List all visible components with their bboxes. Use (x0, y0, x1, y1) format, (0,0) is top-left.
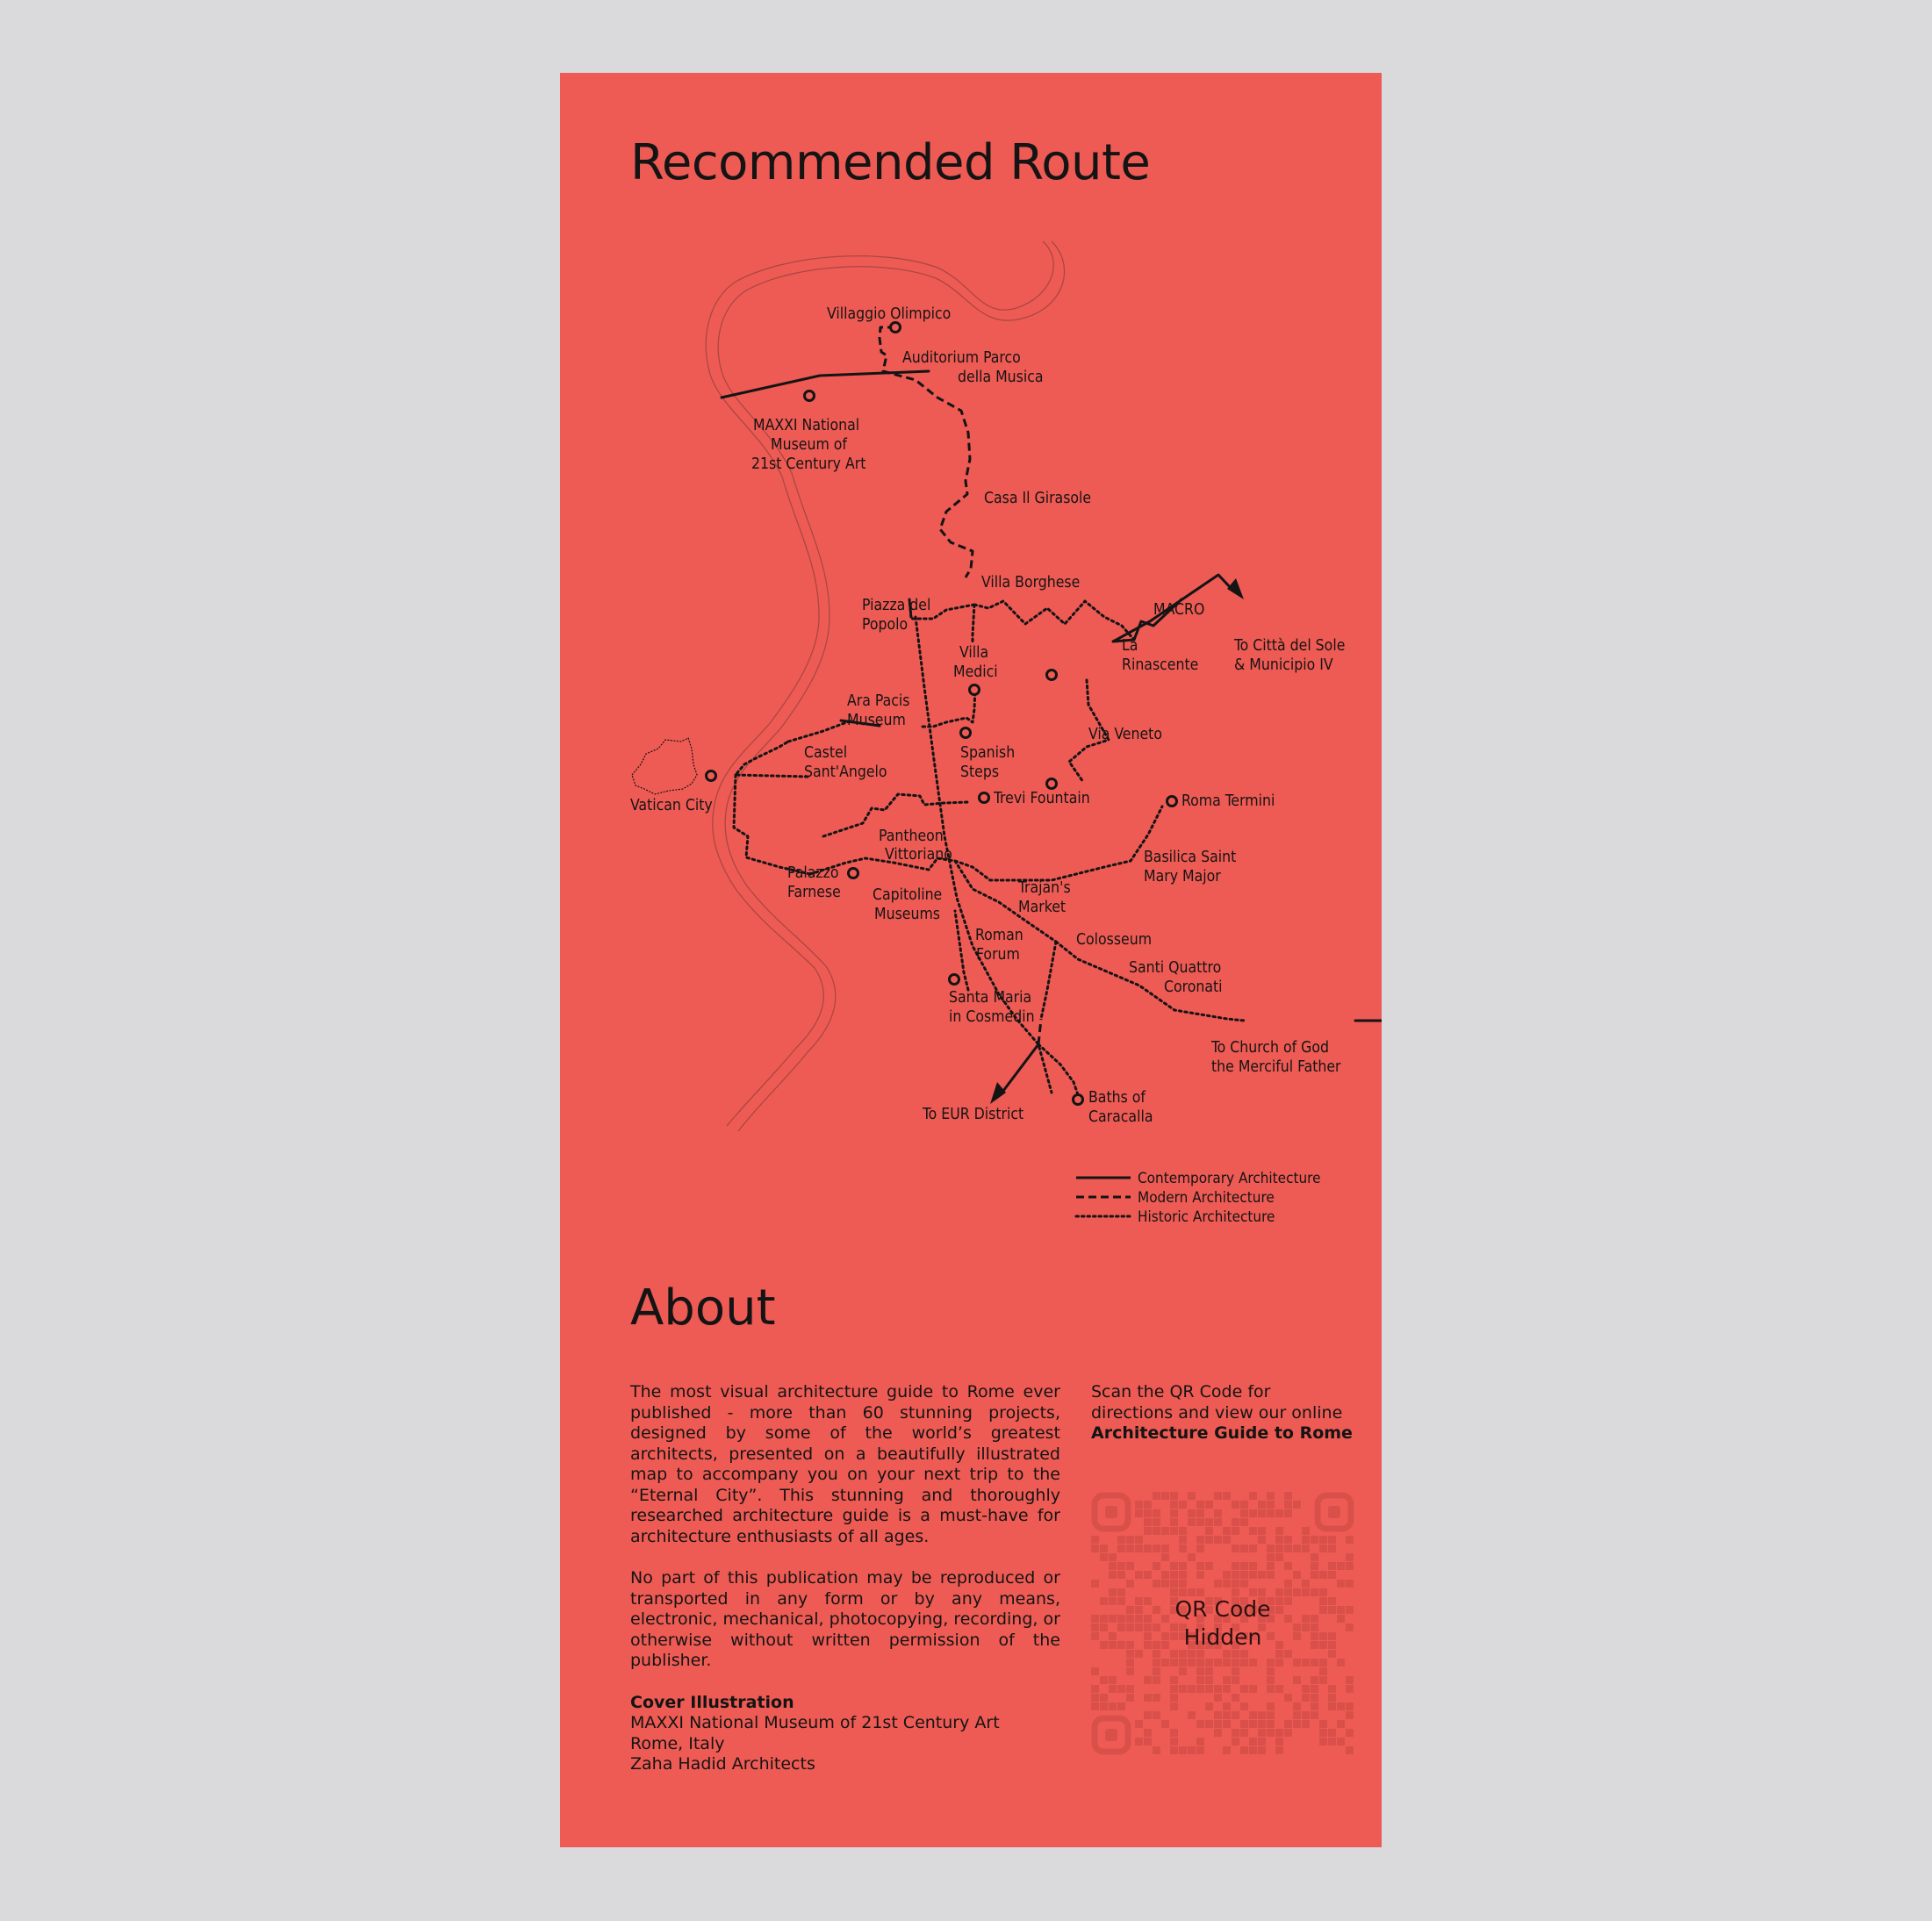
label-santa-maria-maggiore: Basilica Saint (1144, 849, 1237, 866)
label-rinascente-2: Rinascente (1122, 656, 1199, 674)
label-villaggio-olimpico: Villaggio Olimpico (827, 305, 952, 323)
qr-intro: Scan the QR Code for directions and view our online (1091, 1382, 1343, 1423)
stop-via-veneto-end (1047, 779, 1057, 789)
about-paragraph-1: The most visual architecture guide to Rome ever published - more than 60 stunning projects, designed by some of the world’s greatest architects, presented on a beautifully illustrated map to accompany you on your next trip to the “Eternal City”. This stunning and thoroughly researched architecture guide is a must-have for architecture enthusiasts of all ages. (630, 1382, 1060, 1546)
label-merciful-father: To Church of God (1211, 1039, 1329, 1057)
label-cosmedin-2: in Cosmedin (949, 1008, 1035, 1026)
label-eur: To EUR District (923, 1106, 1024, 1123)
label-capitoline: Capitoline (873, 886, 943, 904)
label-castel: Castel (804, 744, 848, 762)
label-pantheon: Pantheon (879, 828, 944, 845)
stop-termini (1167, 797, 1177, 806)
label-auditorium-2: della Musica (958, 369, 1044, 386)
stop-vatican (707, 771, 716, 781)
label-farnese-2: Farnese (787, 884, 841, 901)
legend-modern: Modern Architecture (1138, 1189, 1275, 1207)
route-title: Recommended Route (630, 134, 1151, 191)
label-villa-medici: Villa (959, 644, 989, 662)
label-piazza-popolo: Piazza del (862, 597, 931, 614)
about-text (630, 1382, 1060, 1796)
label-capitoline-2: Museums (874, 906, 940, 923)
stop-maxxi (805, 391, 815, 401)
label-citta-sole: To Città del Sole (1234, 637, 1346, 655)
stop-villaggio-olimpico (891, 323, 901, 333)
guide-link[interactable]: Architecture Guide to Rome (1091, 1423, 1353, 1443)
label-maxxi-2: Museum of (771, 436, 847, 454)
qr-instructions (1091, 1382, 1354, 1444)
label-castel-2: Sant'Angelo (804, 763, 887, 781)
label-vittoriano: Vittoriano (885, 846, 952, 864)
stop-cosmedin (950, 975, 959, 985)
label-rinascente: La (1122, 637, 1138, 655)
label-santi-quattro-2: Coronati (1164, 978, 1223, 996)
qr-code[interactable] (1091, 1492, 1354, 1755)
label-spanish-steps: Spanish (960, 744, 1016, 762)
about-paragraph-2: No part of this publication may be reproduced or transported in any form or by any means, electronic, mechanical, photocopying, recording, or otherwise without written permission of the publisher. (630, 1568, 1060, 1670)
label-maxxi-3: 21st Century Art (751, 455, 866, 473)
qr-hidden-notice (1091, 1492, 1354, 1755)
label-cosmedin: Santa Maria (949, 989, 1032, 1007)
label-colosseum: Colosseum (1076, 931, 1153, 949)
label-trevi: Trevi Fountain (994, 790, 1090, 807)
stop-trevi (980, 793, 989, 803)
brochure-panel (560, 73, 1382, 1847)
label-auditorium: Auditorium Parco (902, 349, 1021, 367)
label-santi-quattro: Santi Quattro (1129, 959, 1222, 977)
label-spanish-steps-2: Steps (960, 763, 1000, 781)
route-map (560, 73, 1382, 1284)
map-labels (630, 305, 1345, 1126)
stop-caracalla (1074, 1095, 1083, 1105)
legend-contemporary: Contemporary Architecture (1138, 1170, 1321, 1187)
label-farnese: Palazzo (787, 864, 839, 882)
label-ara-pacis: Ara Pacis (847, 692, 910, 710)
cover-line-2: Rome, Italy (630, 1733, 725, 1753)
about-title: About (630, 1279, 776, 1337)
stop-spanish-steps (961, 728, 971, 738)
cover-line-3: Zaha Hadid Architects (630, 1754, 815, 1774)
cover-line-1: MAXXI National Museum of 21st Century Art (630, 1713, 1000, 1732)
stop-farnese (849, 869, 858, 878)
label-merciful-father-2: the Merciful Father (1211, 1058, 1341, 1076)
label-casa-girasole: Casa Il Girasole (984, 490, 1092, 507)
label-citta-sole-2: & Municipio IV (1234, 656, 1333, 674)
vatican-outline (632, 738, 697, 794)
legend-historic: Historic Architecture (1138, 1208, 1275, 1226)
label-villa-medici-2: Medici (953, 663, 998, 681)
cover-heading: Cover Illustration (630, 1692, 794, 1712)
cover-credits (630, 1693, 1060, 1775)
label-roman-forum-2: Forum (976, 946, 1020, 964)
qr-hidden-line-1: QR Code (1174, 1596, 1271, 1622)
label-roman-forum: Roman (975, 927, 1023, 944)
label-termini: Roma Termini (1181, 792, 1275, 810)
stop-via-veneto-start (1047, 670, 1057, 680)
label-trajan: Trajan's (1018, 879, 1071, 897)
label-caracalla-2: Caracalla (1088, 1108, 1153, 1126)
label-ara-pacis-2: Museum (847, 712, 906, 729)
label-piazza-popolo-2: Popolo (862, 616, 909, 634)
qr-hidden-line-2: Hidden (1183, 1624, 1262, 1650)
label-macro: MACRO (1153, 601, 1205, 619)
label-maxxi: MAXXI National (753, 417, 860, 434)
label-via-veneto: Via Veneto (1088, 726, 1162, 743)
label-villa-borghese: Villa Borghese (981, 574, 1081, 591)
label-trajan-2: Market (1018, 899, 1067, 916)
label-caracalla: Baths of (1088, 1089, 1146, 1107)
label-vatican: Vatican City (630, 797, 713, 814)
stop-villa-medici (970, 685, 980, 695)
label-santa-maria-maggiore-2: Mary Major (1144, 868, 1221, 885)
map-legend (1076, 1170, 1321, 1226)
